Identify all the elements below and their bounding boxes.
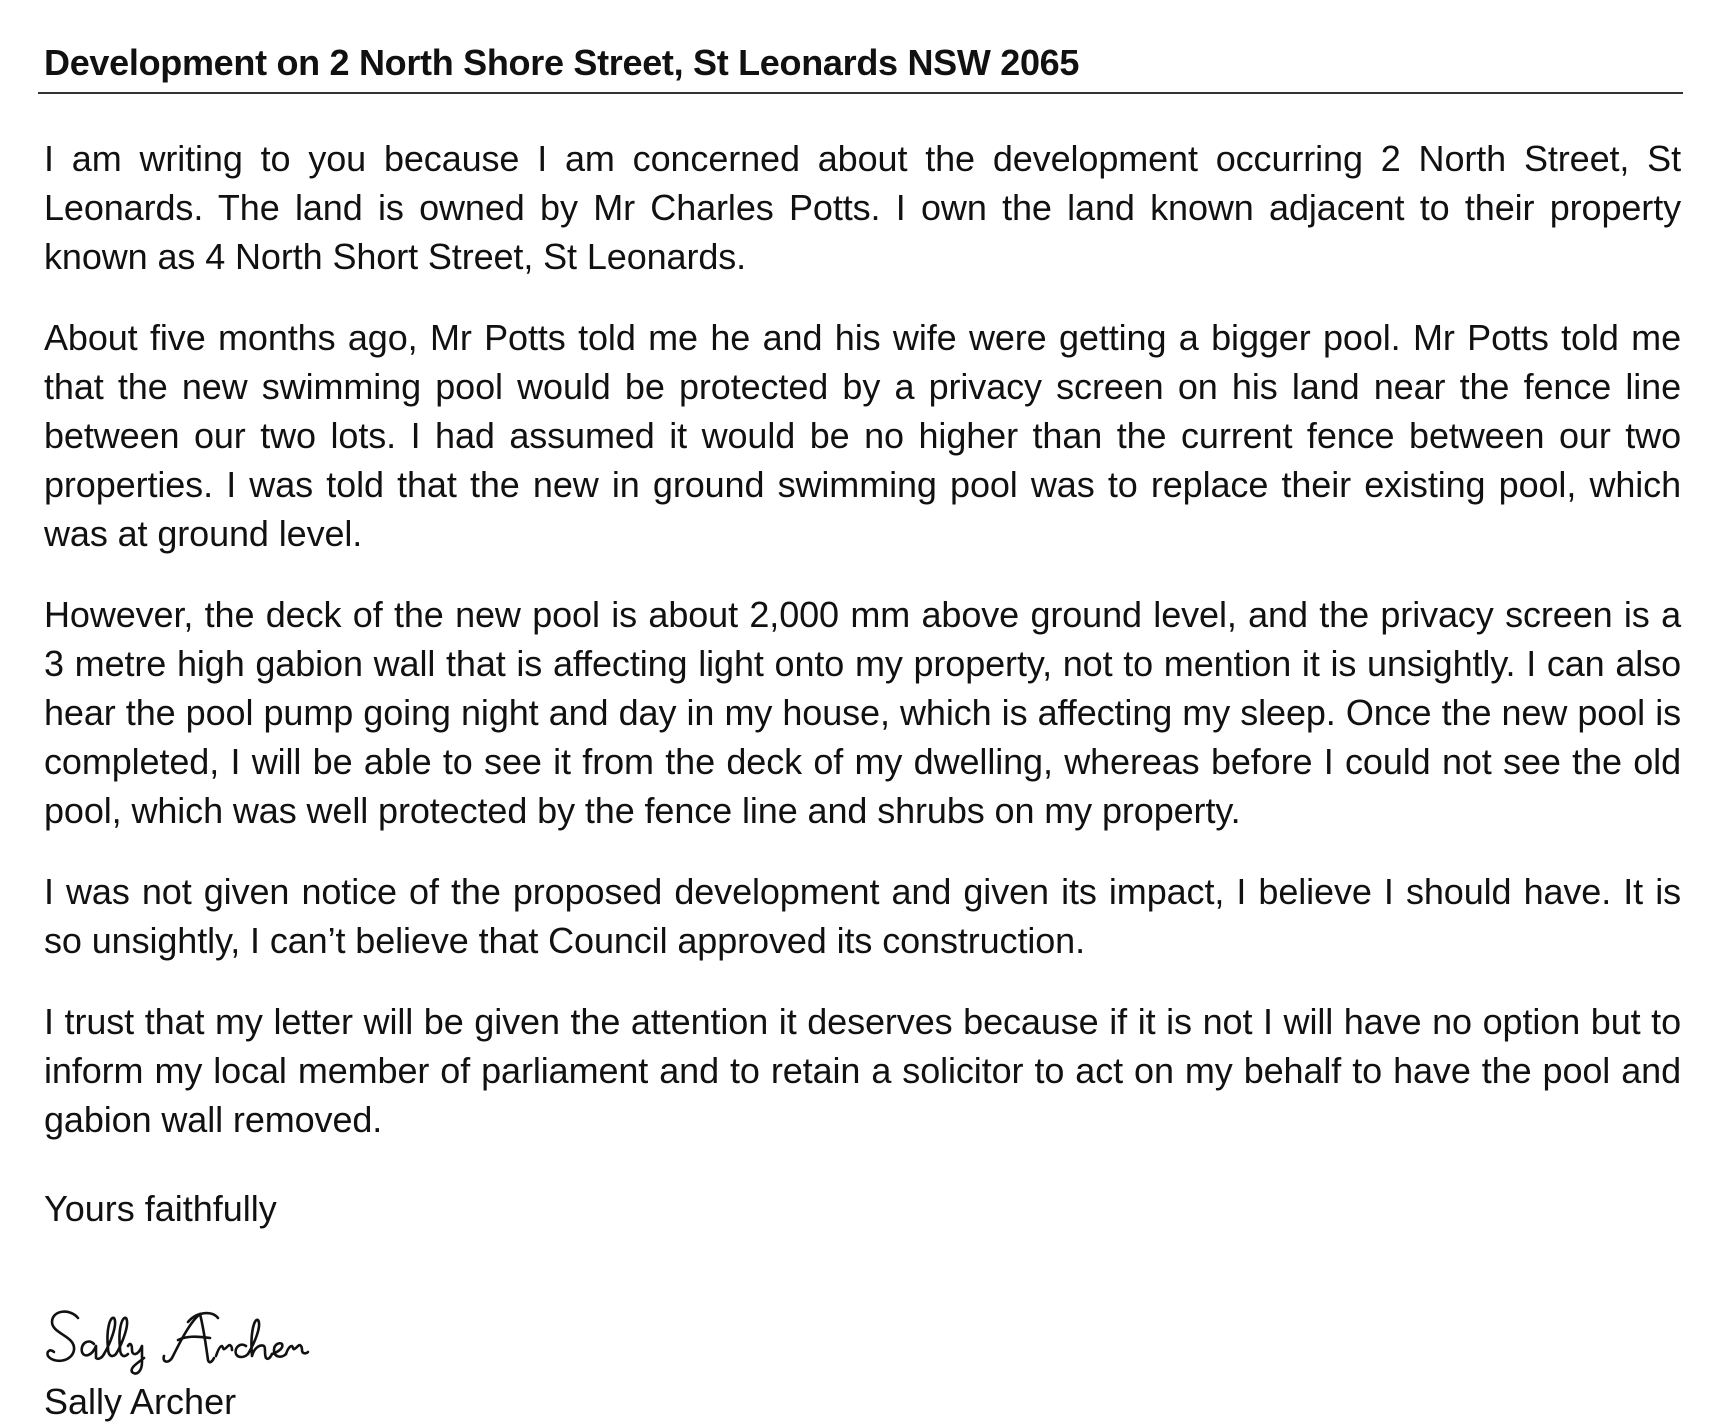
paragraph-5: I trust that my letter will be given the attention it deserves because if it is not I will have no option but to inform my local member of parliament and to retain a solicitor to act on my behalf to have the pool and gabion wall removed. (44, 1001, 1681, 1140)
paragraph-1: I am writing to you because I am concerned about the development occurring 2 North Street, St Leonards. The land is owned by Mr Charles Potts. I own the land known adjacent to their property known as 4 North Short Street, St Leonards. (44, 138, 1681, 277)
paragraph-2: About five months ago, Mr Potts told me he and his wife were getting a bigger pool. Mr Potts told me that the new swimming pool would be protected by a privacy screen on his land near the fence line between our two lots. I had assumed it would be no higher than the current fence between our two properties. I was told that the new in ground swimming pool was to replace their existing pool, which was at ground level. (44, 317, 1681, 554)
handwritten-signature (40, 1300, 340, 1380)
paragraph-3: However, the deck of the new pool is about 2,000 mm above ground level, and the privacy screen is a 3 metre high gabion wall that is affecting light onto my property, not to mention it is unsightly. I can also hear the pool pump going night and day in my house, which is affecting my sleep. Once the new pool is completed, I will be able to see it from the deck of my dwelling, whereas before I could not see the old pool, which was well protected by the fence line and shrubs on my property. (44, 594, 1681, 831)
letter-body (44, 134, 1681, 1176)
signatory-name: Sally Archer (44, 1381, 237, 1422)
paragraph-4: I was not given notice of the proposed development and given its impact, I believe I should have. It is so unsightly, I can’t believe that Council approved its construction. (44, 871, 1681, 961)
heading-rule (38, 92, 1683, 94)
closing-salutation: Yours faithfully (44, 1188, 277, 1229)
letter-heading: Development on 2 North Shore Street, St Leonards NSW 2065 (44, 42, 1080, 83)
